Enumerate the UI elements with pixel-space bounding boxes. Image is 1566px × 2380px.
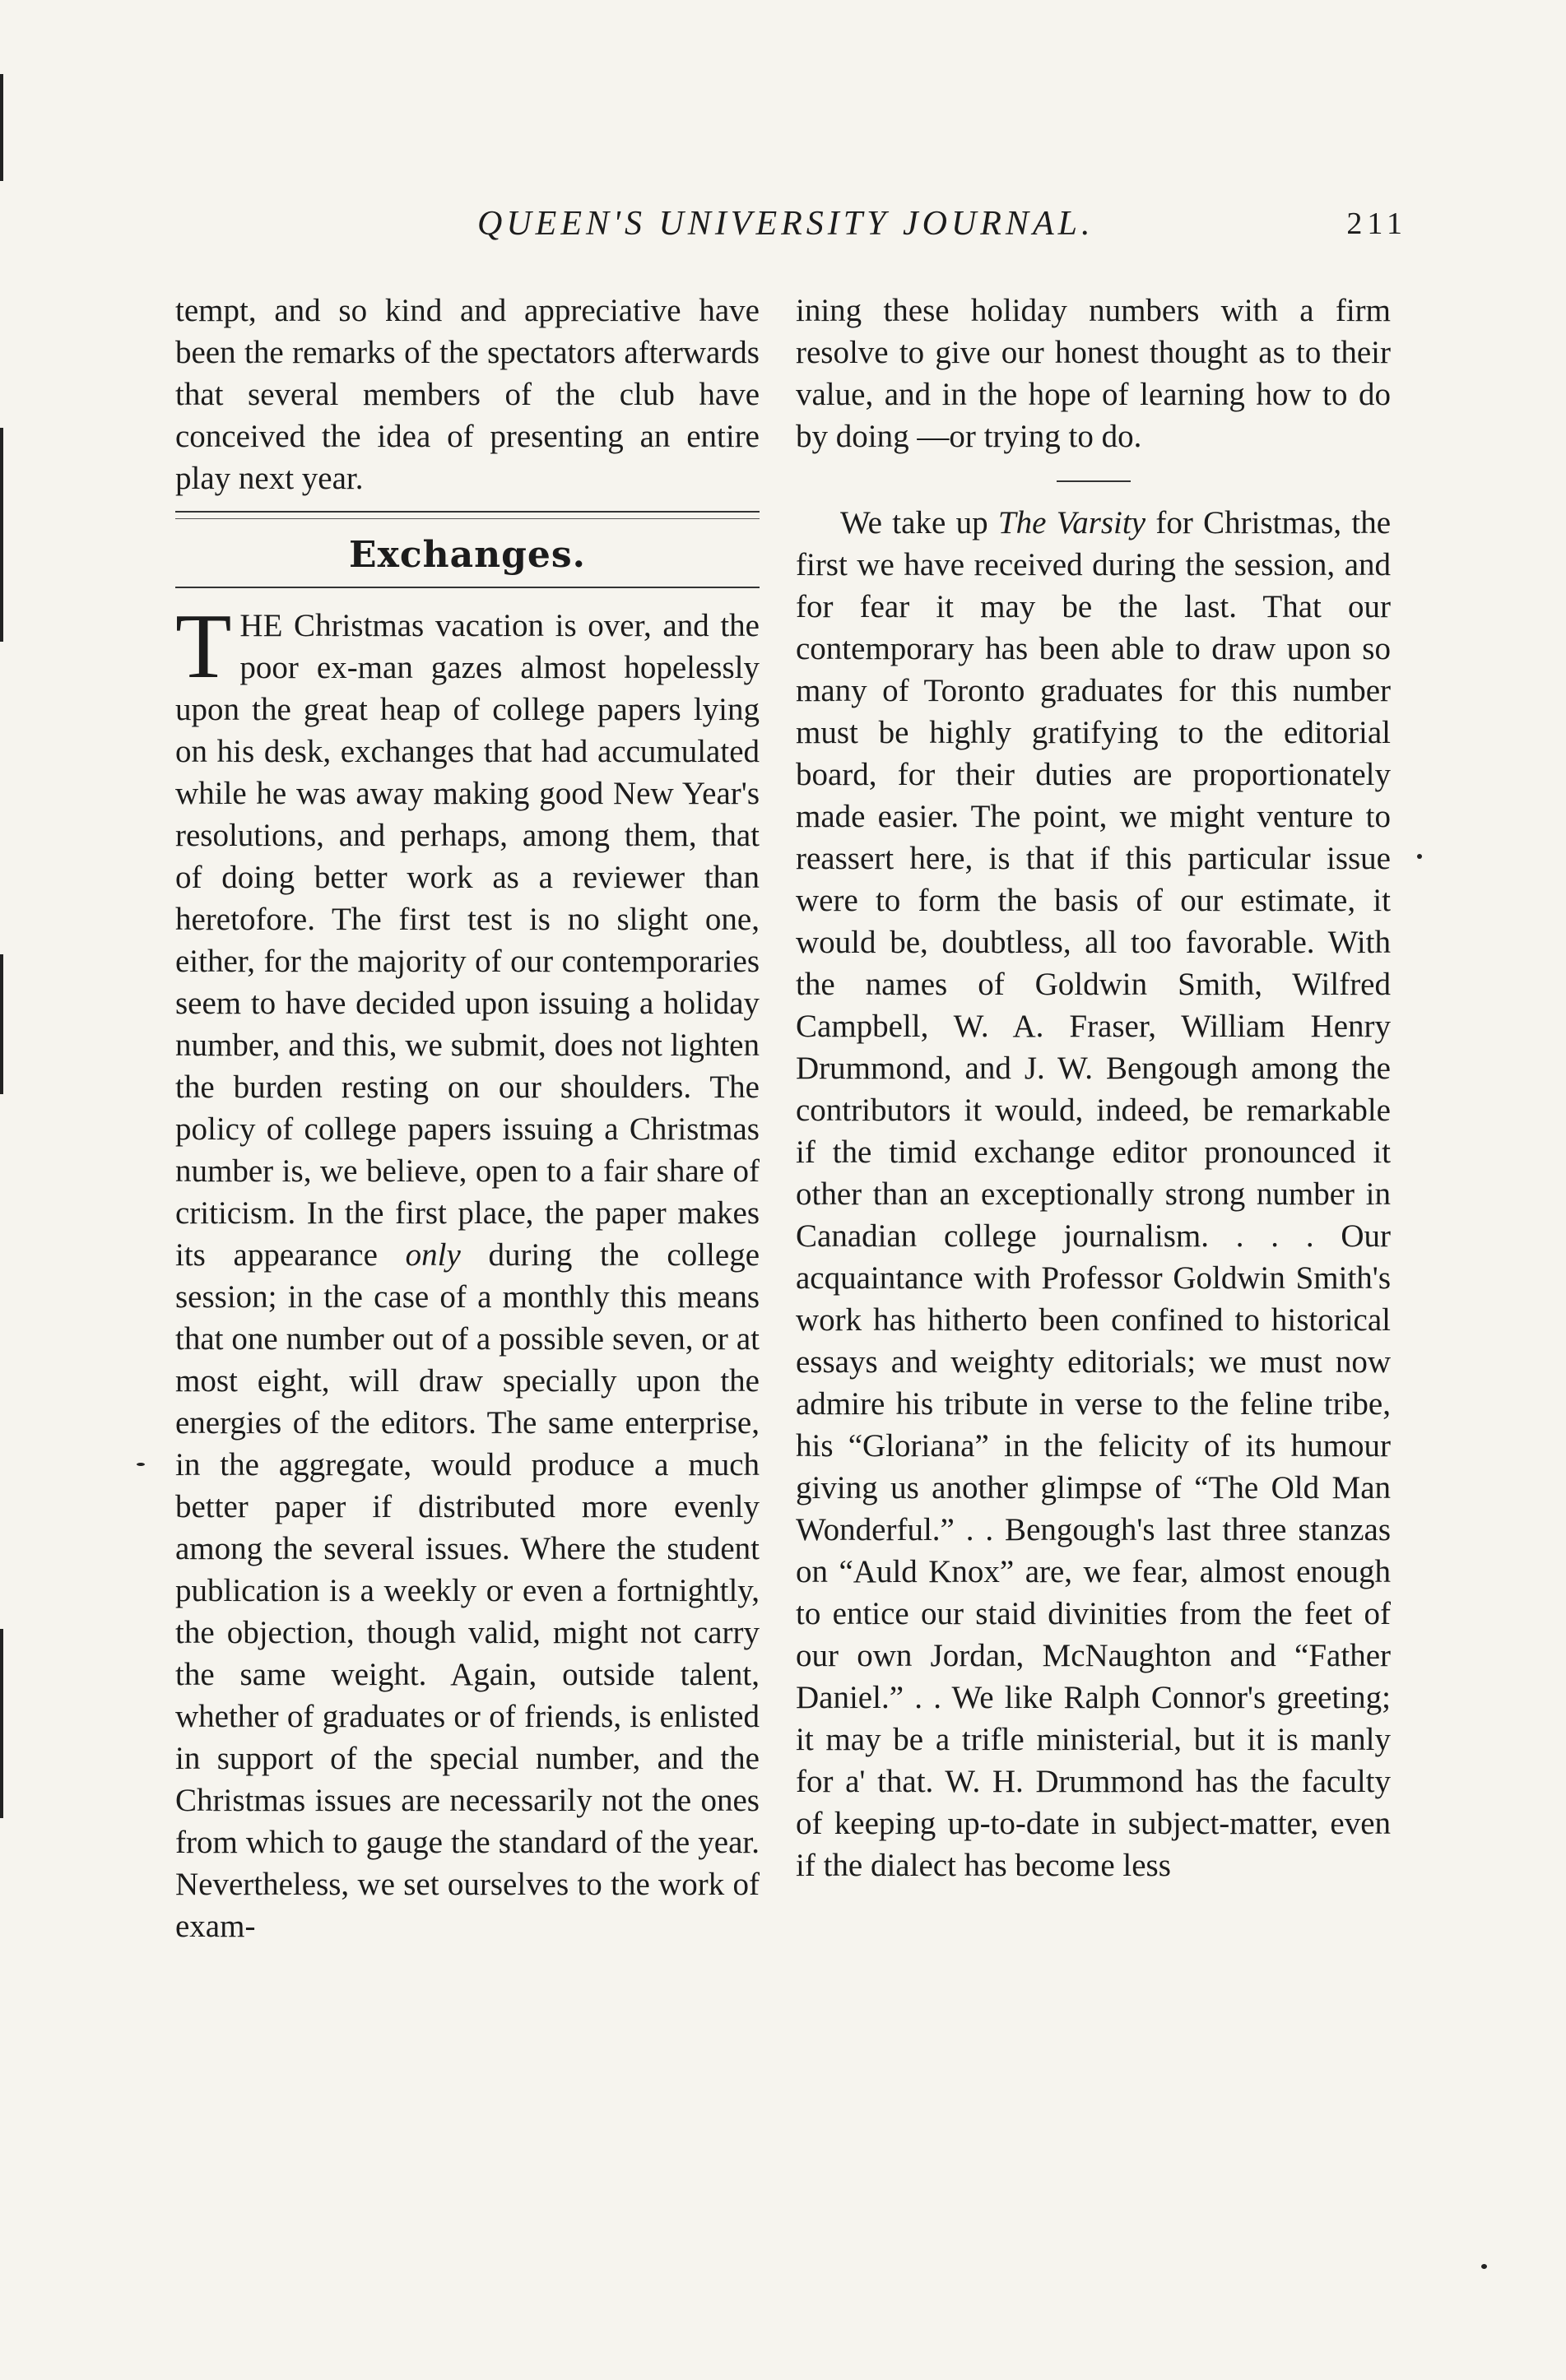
italic-word: only <box>405 1237 461 1273</box>
binding-edge-mark <box>0 954 3 1094</box>
page-number: 211 <box>1346 206 1407 241</box>
paragraph-text: We take up <box>840 505 988 540</box>
ink-speck <box>137 1463 145 1466</box>
drop-cap: T <box>175 596 232 698</box>
section-divider <box>175 511 760 519</box>
title-underline <box>175 587 760 588</box>
running-title: QUEEN'S UNIVERSITY JOURNAL. <box>477 205 1094 243</box>
binding-edge-mark <box>0 74 3 181</box>
periodical-title: The Varsity <box>997 505 1146 540</box>
paragraph-text: during the college session; in the case of a monthly this means that one number out of a possible seven, or at most eight, will draw specially upon the energies of the editors. The same enterprise, in the aggregate, would produce a much better paper if distributed more evenly among the several issues. Where the student publication is a weekly or even a fortnightly, the objection, though valid, might not carry the same weight. Again, outside talent, whether of graduates or of friends, is enlisted in support of the special number, and the Christmas issues are necessarily not the ones from which to gauge the standard of the year. Nevertheless, we set ourselves to the work of exam- <box>175 1237 760 1944</box>
page-header <box>173 204 1407 253</box>
left-column <box>175 290 760 1947</box>
binding-edge-mark <box>0 428 3 642</box>
exchanges-paragraph <box>175 596 760 1947</box>
right-column <box>796 290 1391 1886</box>
varsity-paragraph <box>796 502 1391 1886</box>
binding-edge-mark <box>0 1629 3 1818</box>
paragraph-text: HE Christmas vacation is over, and the poor ex-man gazes almost hopelessly upon the great heap of college papers lying on his desk, exchanges that had accumulated while he was away making good New Year's resolutions, and perhaps, among them, that of doing better work as a reviewer than heretofore. The first test is no slight one, either, for the majority of our contemporaries seem to have decided upon issuing a holiday number, and this, we submit, does not lighten the burden resting on our shoulders. The policy of college papers issuing a Christmas number is, we believe, open to a fair share of criticism. In the first place, the paper makes its appearance <box>175 608 760 1273</box>
continued-paragraph: ining these holiday numbers with a firm resolve to give our honest thought as to their value, and in the hope of learning how to do by doing —or trying to do. <box>796 293 1391 454</box>
ink-speck <box>1481 2264 1487 2269</box>
paragraph-separator <box>1057 480 1131 482</box>
section-title: Exchanges. <box>349 534 586 576</box>
paragraph-text: for Christmas, the first we have received during the session, and for fear it may be the last. That our contemporary has been able to draw upon so many of Toronto graduates for this number must be highly gratifying to the editorial board, for their duties are proportionately made easier. The point, we might venture to reassert here, is that if this particular issue were to form the basis of our estimate, it would be, doubtless, all too favorable. With the names of Goldwin Smith, Wilfred Campbell, W. A. Fraser, William Henry Drummond, and J. W. Bengough among the contributors it would, indeed, be remarkable if the timid exchange editor pronounced it other than an exceptionally strong number in Canadian college journalism. . . . Our acquaintance with Professor Goldwin Smith's work has hitherto been confined to historical essays and weighty editorials; we must now admire his tribute in verse to the feline tribe, his “Gloriana” in the felicity of its humour giving us another glimpse of “The Old Man Wonderful.” . . Bengough's last three stanzas on “Auld Knox” are, we fear, almost enough to entice our staid divinities from the feet of our own Jordan, McNaughton and “Father Daniel.” . . We like Ralph Connor's greeting; it may be a trifle ministerial, but it is manly for a' that. W. H. Drummond has the faculty of keeping up-to-date in subject-matter, even if the dialect has become less <box>796 505 1392 1883</box>
continued-paragraph: tempt, and so kind and appreciative have been the remarks of the spectators afterwards that several members of the club have conceived the idea of presenting an entire play next year. <box>175 293 760 496</box>
ink-speck <box>1417 854 1422 859</box>
